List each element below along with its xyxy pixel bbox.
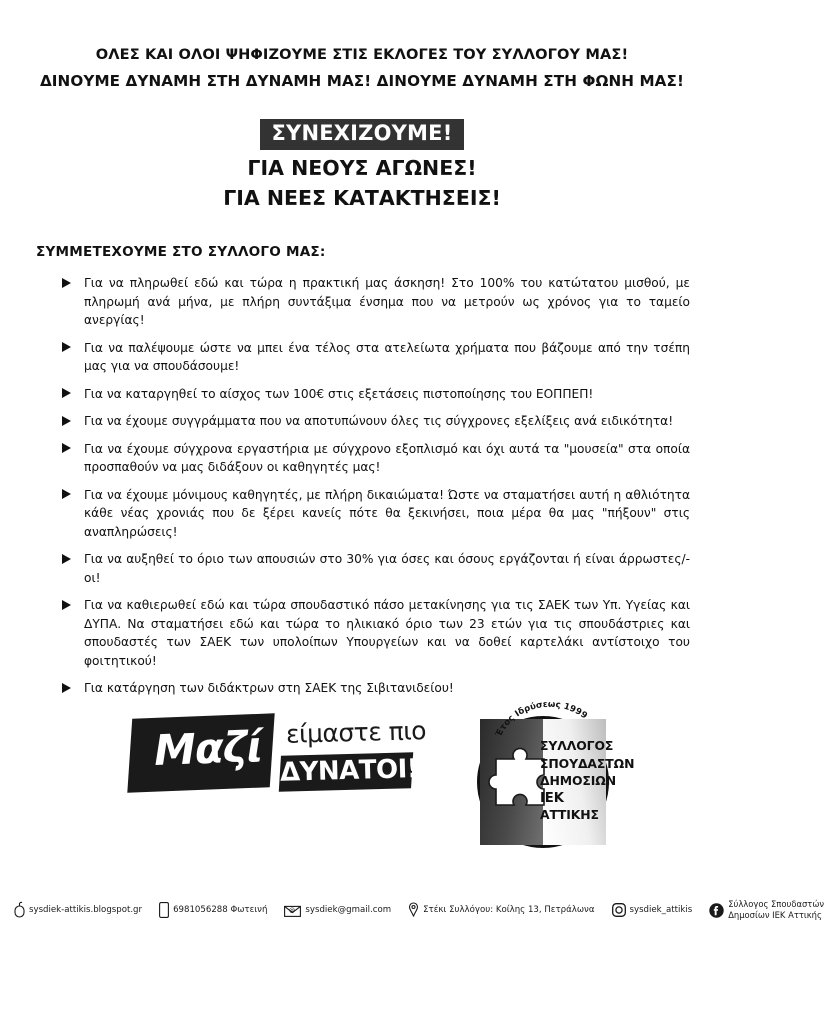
seal-line-2: ΣΠΟΥΔΑΣΤΩΝ [540, 755, 635, 771]
footer-blog-text: sysdiek-attikis.blogspot.gr [29, 904, 143, 915]
seal-line-4: ΙΕΚ [540, 790, 564, 806]
list-item-text: Για να έχουμε συγγράμματα που να αποτυπώνουν όλες τις σύγχρονες εξελίξεις ανά ειδικότητα! [84, 414, 674, 429]
triangle-bullet-icon [62, 600, 71, 610]
footer-email[interactable] [284, 904, 391, 917]
list-item [62, 550, 690, 587]
list-item-text: Για να έχουμε σύγχρονα εργαστήρια με σύγχρονο εξοπλισμό και όχι αυτά τα "μουσεία" στα οποία προσπαθούν να μας διδάξουν οι καθηγητές μας! [84, 441, 690, 475]
puzzle-piece-icon [494, 755, 546, 809]
triangle-bullet-icon [62, 489, 71, 499]
list-item [62, 274, 690, 330]
footer-instagram-text: sysdiek_attikis [629, 904, 693, 915]
instagram-icon [612, 903, 626, 917]
seal-line-3: ΔΗΜΟΣΙΩΝ [540, 773, 617, 789]
footer-facebook-text [728, 899, 824, 922]
headline-block [0, 0, 724, 94]
footer-phone-text: 6981056288 Φωτεινή [173, 904, 268, 915]
list-item-text: Για να καθιερωθεί εδώ και τώρα σπουδαστικό πάσο μετακίνησης για τις ΣΑΕΚ των Υπ. Υγείας και ΔΥΠΑ. Να σταματήσει εδώ και τώρα το ηλικιακό όριο των 23 ετών για τις σπουδάστριες και σπουδαστές των ΣΑΕΚ των υπολοίπων Υπουργείων και να δοθεί καρτελάκι αντίστοιχο του φοιτητικού! [84, 598, 690, 668]
mazi-logo [130, 710, 427, 806]
envelope-icon [284, 904, 301, 917]
svg-text:Έτος Ιδρύσεως 1999 [494, 700, 589, 740]
seal-line-1: ΣΥΛΛΟΓΟΣ [540, 738, 614, 753]
triangle-bullet-icon [62, 342, 71, 352]
seal-line-5: ΑΤΤΙΚΗΣ [540, 806, 599, 822]
list-item [62, 385, 690, 404]
headline-line-1: ΟΛΕΣ ΚΑΙ ΟΛΟΙ ΨΗΦΙΖΟΥΜΕ ΣΤΙΣ ΕΚΛΟΓΕΣ ΤΟΥ ΣΥΛΛΟΓΟΥ ΜΑΣ! [95, 46, 629, 63]
footer-contact-bar [14, 895, 824, 925]
list-item [62, 486, 690, 542]
svg-text:@: @ [289, 906, 296, 914]
list-item [62, 412, 690, 431]
list-item-text: Για να έχουμε μόνιμους καθηγητές, με πλήρη δικαιώματα! Ώστε να σταματήσει αυτή η αθλιότητα κάθε νέας χρονιάς που δε ξέρει κανείς πότε θα ξεκινήσει, ποια μέρα θα μας "πήξουν" στις αναπληρώσεις! [84, 487, 690, 539]
footer-address [408, 902, 594, 918]
triangle-bullet-icon [62, 388, 71, 398]
triangle-bullet-icon [62, 278, 71, 288]
list-item-text: Για κατάργηση των διδάκτρων στη ΣΑΕΚ της Σιβιτανιδείου! [84, 681, 454, 696]
footer-address-text: Στέκι Συλλόγου: Κοίλης 13, Πετράλωνα [423, 904, 595, 915]
footer-facebook-line-2: Δημοσίων ΙΕΚ Αττικής [728, 910, 822, 920]
facebook-icon [709, 903, 724, 918]
seal-year-text: Έτος Ιδρύσεως 1999 [494, 699, 589, 739]
footer-instagram[interactable] [612, 903, 693, 917]
slogan-highlight-wrap [0, 119, 724, 150]
slogan-highlight: ΣΥΝΕΧΙΖΟΥΜΕ! [260, 119, 465, 150]
headline-line-2: ΔΙΝΟΥΜΕ ΔΥΝΑΜΗ ΣΤΗ ΔΥΝΑΜΗ ΜΑΣ! ΔΙΝΟΥΜΕ ΔΥΝΑΜΗ ΣΤΗ ΦΩΝΗ ΜΑΣ! [39, 72, 685, 90]
triangle-bullet-icon [62, 416, 71, 426]
mouse-icon [14, 902, 25, 918]
slogan-block [0, 119, 724, 212]
list-item-text: Για να αυξηθεί το όριο των απουσιών στο 30% για όσες και όσους εργάζονται ή είναι άρρωστες/-οι! [84, 552, 690, 585]
list-item-text: Για να πληρωθεί εδώ και τώρα η πρακτική μας άσκηση! Στο 100% του κατώτατου μισθού, με πληρωμή ανά μήνα, με πλήρη συντάξιμα ένσημα που να μετρούν ως χρόνος για το ταμείο ανεργίας! [84, 276, 690, 328]
seal-name-text [540, 738, 635, 824]
list-item [62, 596, 690, 670]
logos-row [0, 688, 724, 858]
list-item-text: Για να παλέψουμε ώστε να μπει ένα τέλος στα ατελείωτα χρήματα που βάζουμε από την τσέπη μας για να σπουδάσουμε! [84, 340, 690, 374]
slogan-line-2: ΓΙΑ ΝΕΕΣ ΚΑΤΑΚΤΗΣΕΙΣ! [223, 185, 501, 210]
list-item [62, 440, 690, 477]
mazi-subtitle: είμαστε πιο [285, 716, 427, 749]
triangle-bullet-icon [62, 554, 71, 564]
footer-phone[interactable] [159, 902, 267, 918]
footer-facebook[interactable] [709, 899, 824, 922]
section-title: ΣΥΜΜΕΤΕΧΟΥΜΕ ΣΤΟ ΣΥΛΛΟΓΟ ΜΑΣ: [36, 244, 326, 261]
slogan-line-1: ΓΙΑ ΝΕΟΥΣ ΑΓΩΝΕΣ! [247, 155, 477, 180]
triangle-bullet-icon [62, 443, 71, 453]
footer-email-text: sysdiek@gmail.com [305, 904, 392, 915]
list-item [62, 339, 690, 376]
phone-icon [159, 902, 169, 918]
list-item-text: Για να καταργηθεί το αίσχος των 100€ στις εξετάσεις πιστοποίησης του ΕΟΠΠΕΠ! [84, 386, 594, 401]
footer-facebook-line-1: Σύλλογος Σπουδαστών [728, 898, 824, 909]
mazi-emphasis: ΔΥΝΑΤΟΙ! [279, 754, 419, 788]
location-pin-icon [408, 902, 419, 918]
demands-list [62, 274, 690, 698]
footer-blog[interactable] [14, 902, 142, 918]
association-seal-logo [477, 699, 635, 842]
mazi-word: Μαζί [153, 721, 263, 776]
